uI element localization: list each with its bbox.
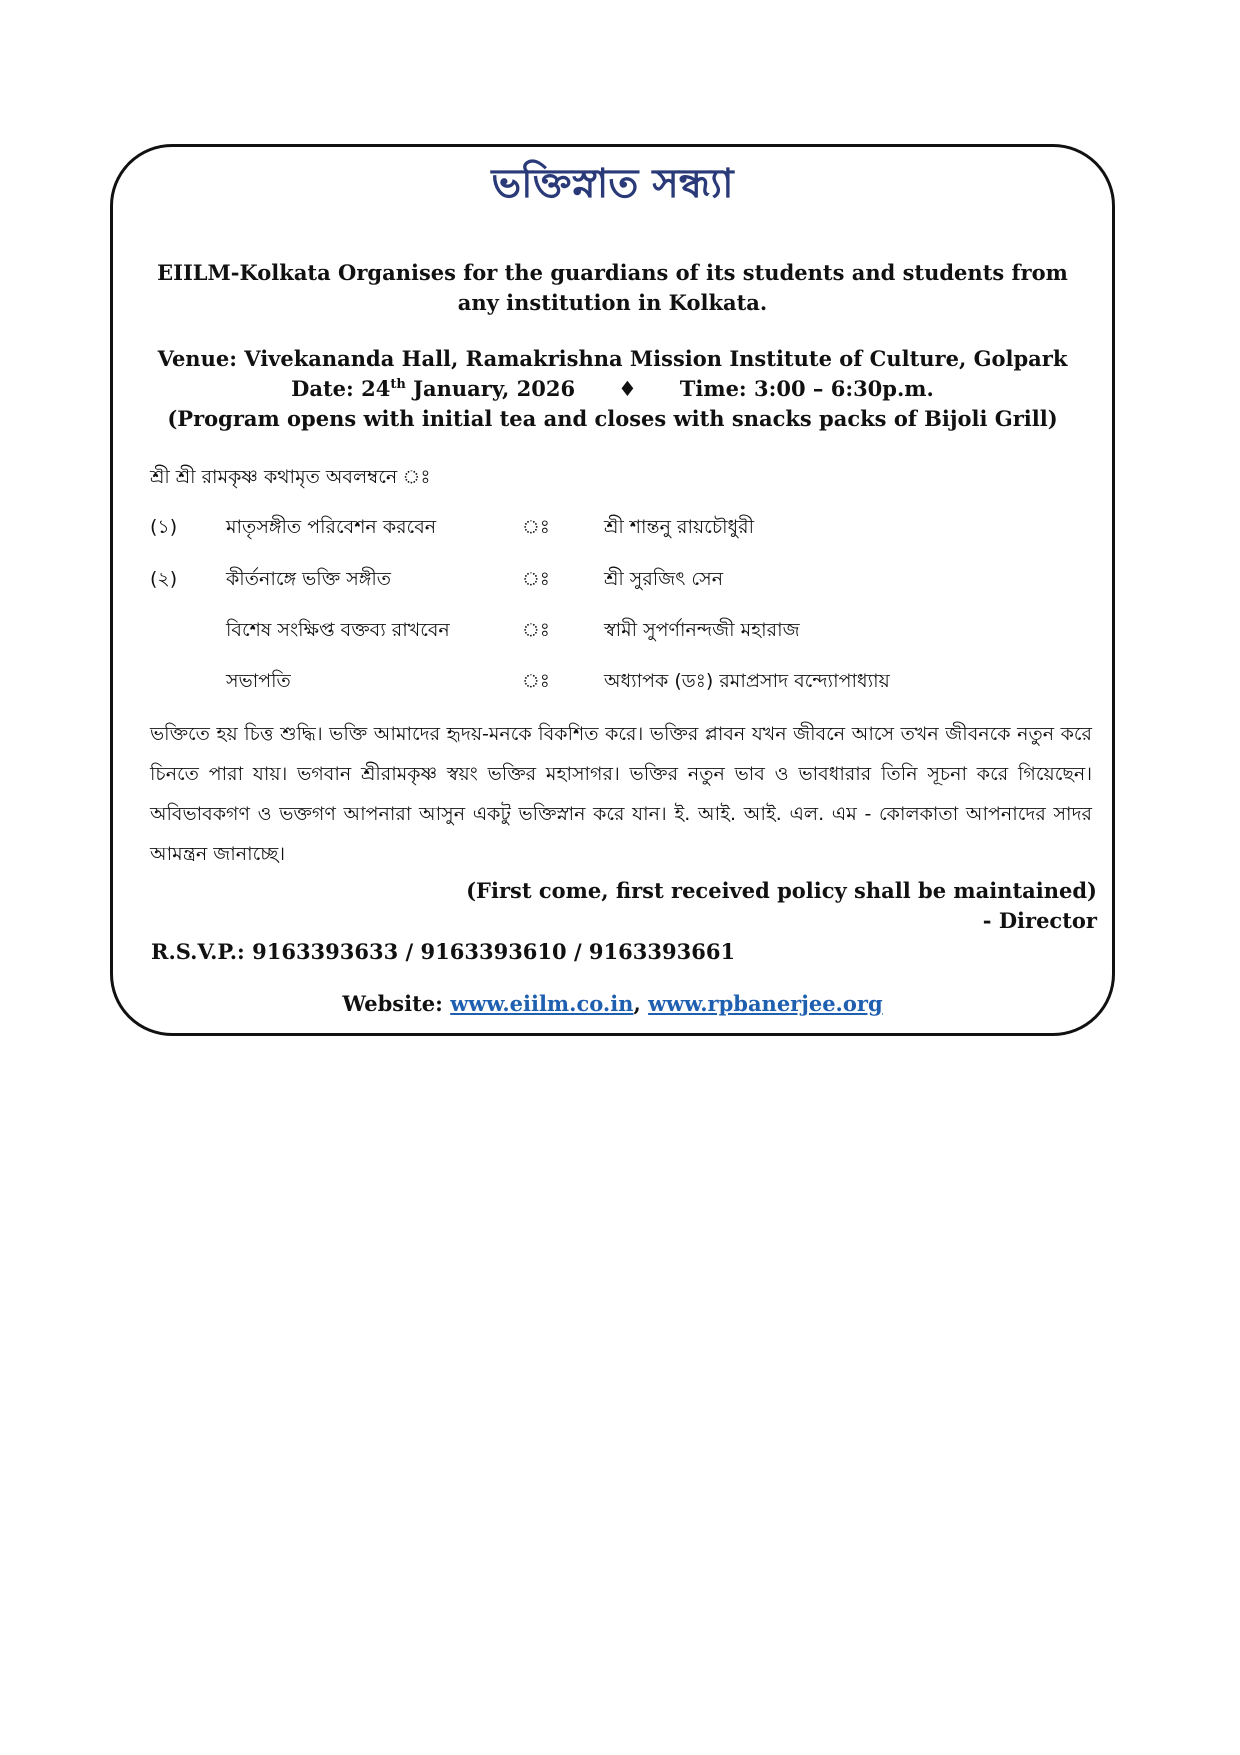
venue-line: Venue: Vivekananda Hall, Ramakrishna Mission Institute of Culture, Golpark (157, 346, 1068, 371)
date-suffix: th (390, 377, 406, 392)
rsvp-line: R.S.V.P.: 9163393633 / 9163393610 / 9163393661 (151, 939, 736, 964)
website-link-rpbanerjee[interactable]: www.rpbanerjee.org (648, 991, 883, 1016)
program-performer: শ্রী সুরজিৎ সেন (604, 568, 724, 590)
website-link-eiilm[interactable]: www.eiilm.co.in (450, 991, 634, 1016)
program-item: সভাপতি (226, 670, 291, 692)
program-item: কীর্তনাঙ্গে ভক্তি সঙ্গীত (226, 568, 392, 590)
website-line (110, 989, 1115, 1019)
website-label: Website: (342, 991, 443, 1016)
program-note: (Program opens with initial tea and closes with snacks packs of Bijoli Grill) (167, 406, 1058, 431)
program-separator: ঃ (522, 516, 550, 538)
page-title: ভক্তিস্নাত সন্ধ্যা (491, 161, 734, 207)
intro-text: EIILM-Kolkata Organises for the guardians of its students and students from any institution in Kolkata. (157, 260, 1068, 315)
time-text: Time: 3:00 – 6:30p.m. (679, 376, 934, 401)
program-row (150, 565, 1090, 595)
program-separator: ঃ (522, 670, 550, 692)
program-row (150, 513, 1090, 543)
diamond-icon: ♦ (618, 376, 637, 401)
description-paragraph: ভক্তিতে হয় চিত্ত শুদ্ধি। ভক্তি আমাদের হৃদয়-মনকে বিকশিত করে। ভক্তির প্লাবন যখন জীবনে আসে তখন জীবনকে নতুন করে চিনতে পারা যায়। ভগবান শ্রীরামকৃষ্ণ স্বয়ং ভক্তির মহাসাগর। ভক্তির নতুন ভাব ও ভাবধারার তিনি সূচনা করে গিয়েছেন। অবিভাবকগণ ও ভক্তগণ আপনারা আসুন একটু ভক্তিস্নান করে যান। ই. আই. আই. এল. এম - কোলকাতা আপনাদের সাদর আমন্ত্রন জানাচ্ছে। (150, 723, 1092, 865)
program-performer: শ্রী শান্তনু রায়চৌধুরী (604, 516, 755, 538)
program-number: (২) (150, 568, 178, 590)
website-comma: , (633, 991, 641, 1016)
program-separator: ঃ (522, 568, 550, 590)
date-rest: January, 2026 (405, 376, 576, 401)
program-item: মাতৃসঙ্গীত পরিবেশন করবেন (226, 516, 437, 538)
date-time-line (140, 374, 1085, 404)
program-number: (১) (150, 516, 178, 538)
program-separator: ঃ (522, 619, 550, 641)
lead-line: শ্রী শ্রী রামকৃষ্ণ কথামৃত অবলম্বনে ঃ (150, 466, 431, 488)
program-performer: অধ্যাপক (ডঃ) রমাপ্রসাদ বন্দ্যোপাধ্যায় (604, 670, 890, 692)
program-item: বিশেষ সংক্ষিপ্ত বক্তব্য রাখবেন (226, 619, 450, 641)
signature: - Director (982, 908, 1097, 933)
policy-note: (First come, first received policy shall be maintained) (466, 878, 1097, 903)
date-prefix: Date: 24 (291, 376, 391, 401)
program-performer: স্বামী সুপর্ণানন্দজী মহারাজ (604, 619, 800, 641)
program-row (150, 667, 1090, 697)
program-row (150, 616, 1090, 646)
